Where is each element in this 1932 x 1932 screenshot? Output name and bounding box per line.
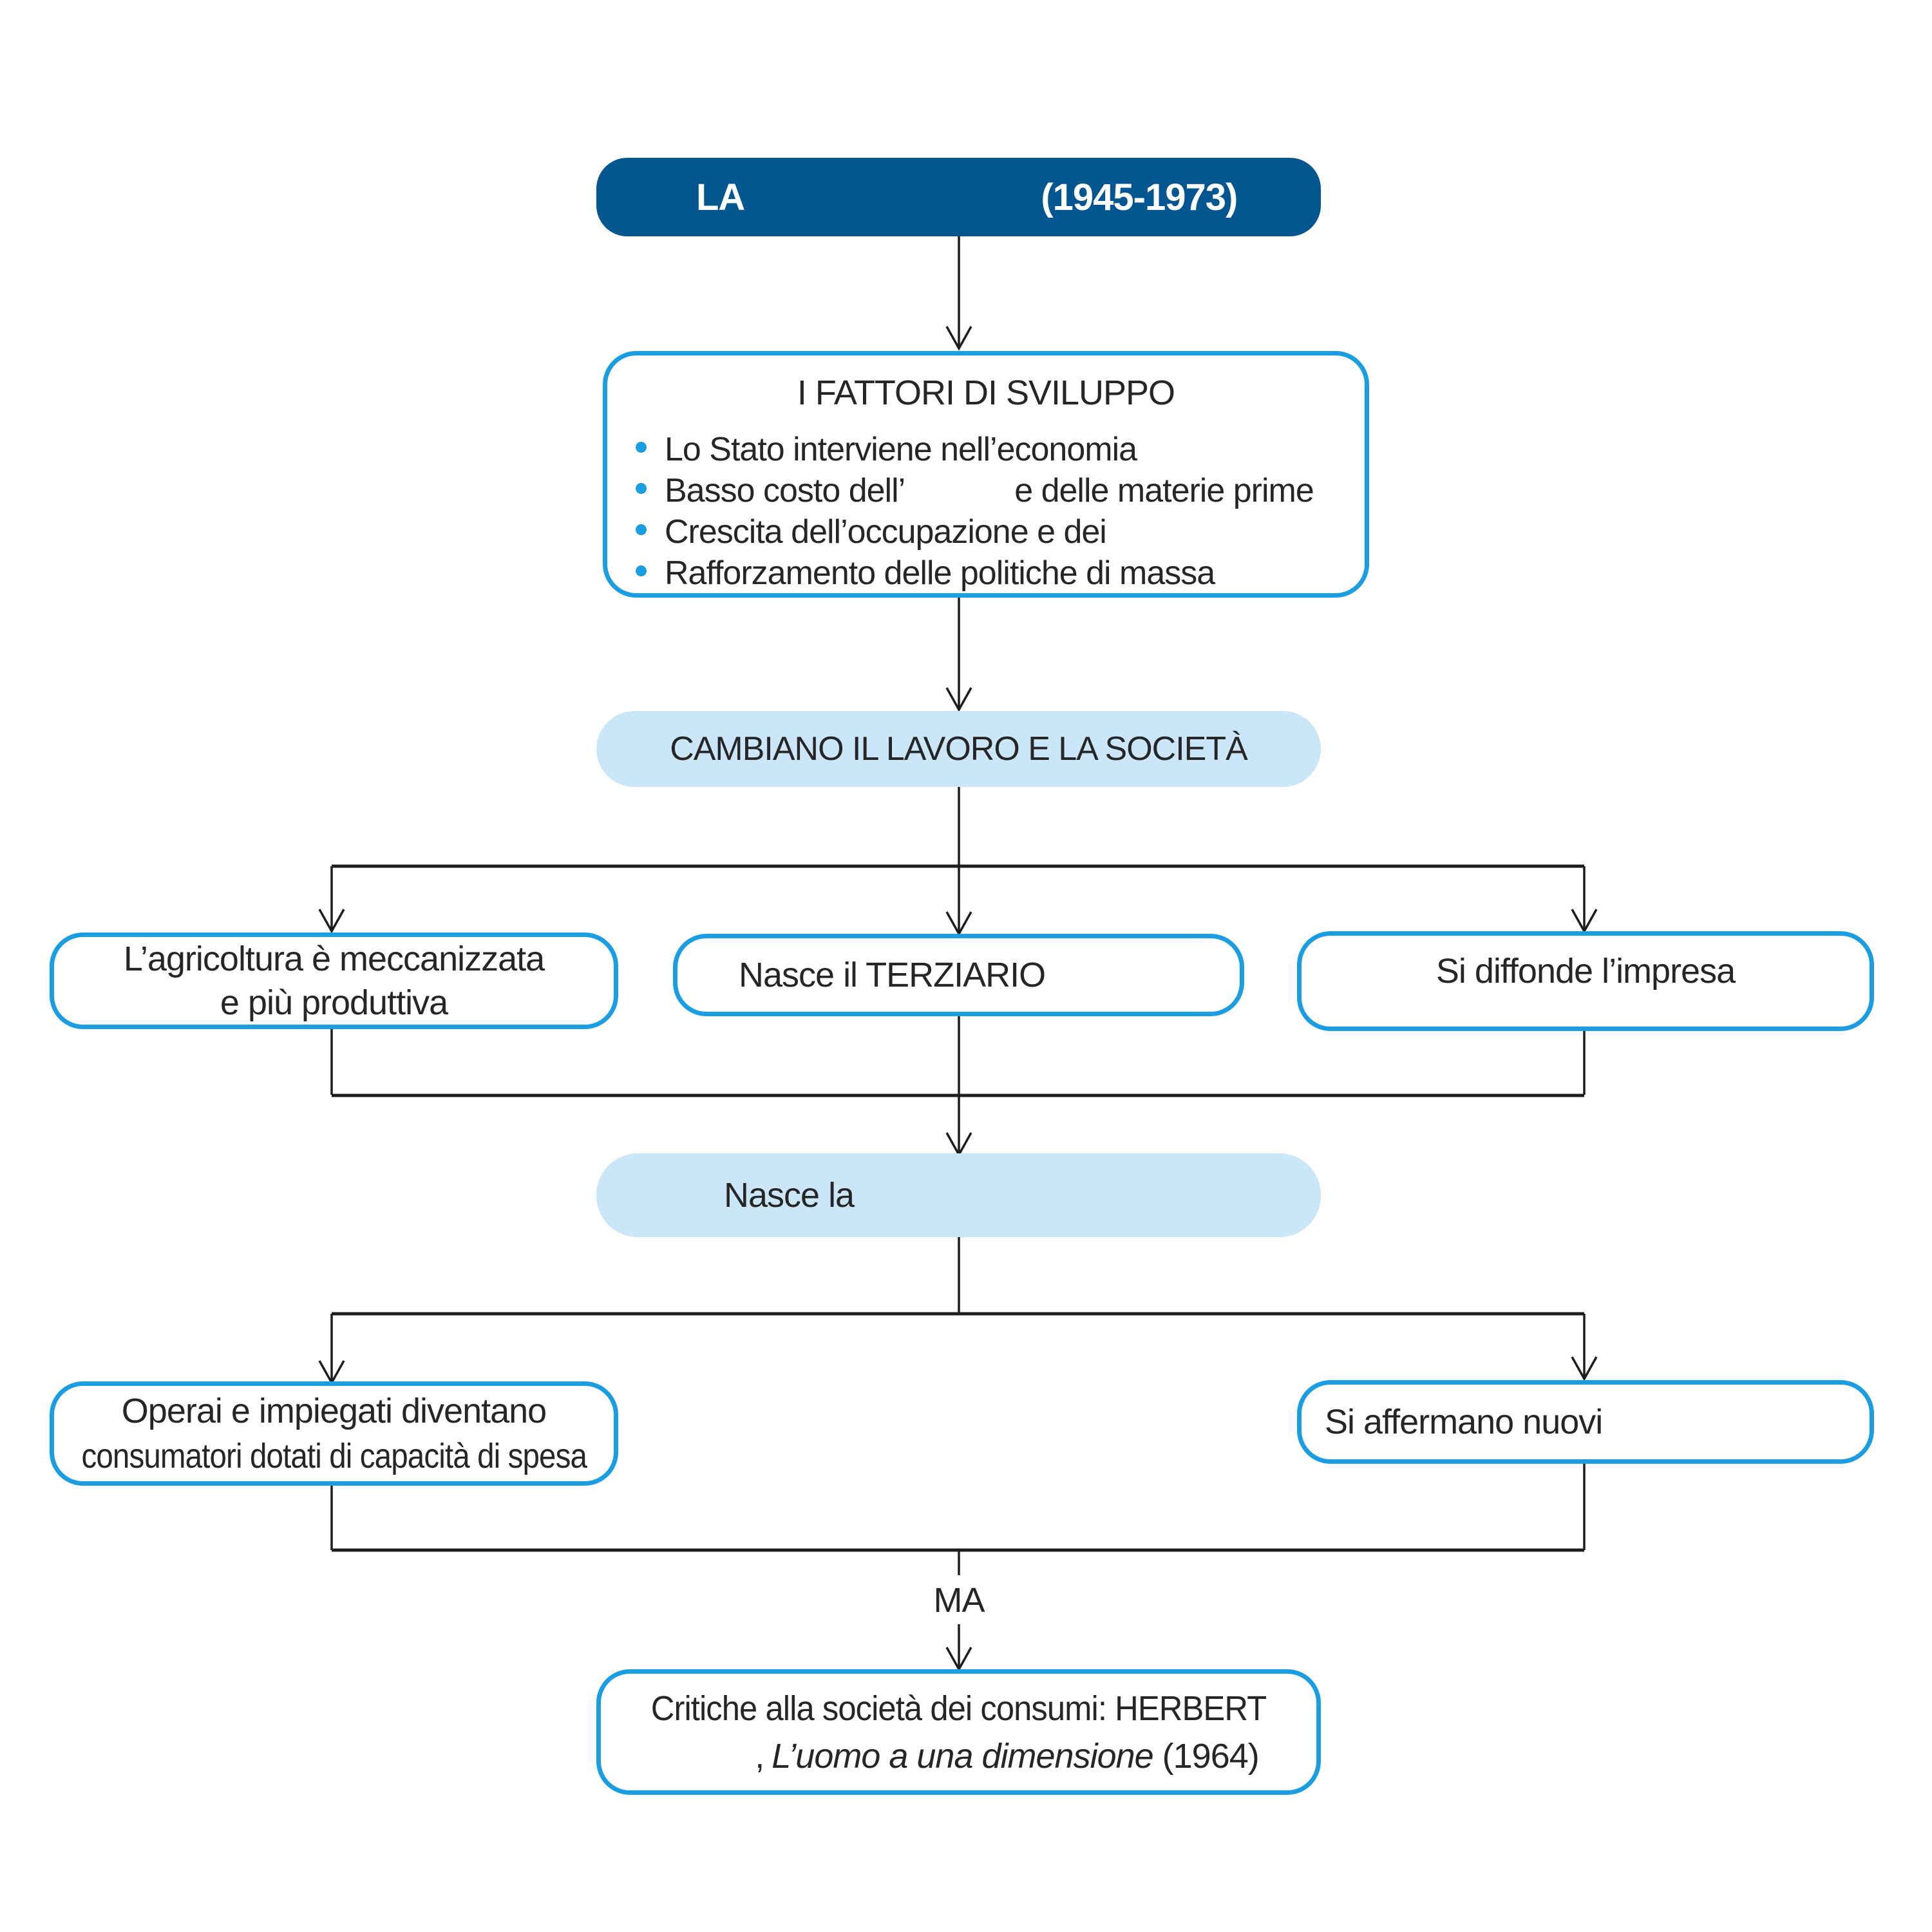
factor-text <box>665 470 1314 511</box>
box-agriculture-line2: e più produttiva <box>220 983 448 1022</box>
factor-text: Rafforzamento delle politiche di massa <box>665 554 1215 592</box>
pill-nasce-la-label: Nasce la <box>724 1176 855 1215</box>
box-agriculture-line1: L’agricoltura è meccanizzata <box>123 940 545 978</box>
factor-text: Lo Stato interviene nell’economia <box>665 431 1137 468</box>
factor-item <box>636 429 1352 470</box>
box-critiche-year: (1964) <box>1162 1736 1259 1776</box>
title-prefix: LA <box>696 176 745 218</box>
box-critiche-line1: Critiche alla società dei consumi: HERBERT <box>650 1689 1267 1728</box>
box-terziario-label: Nasce il TERZIARIO <box>739 956 1046 994</box>
box-consumatori-line1: Operai e impiegati diventano <box>121 1392 547 1430</box>
pill-nasce-la <box>596 1153 1321 1237</box>
factors-box <box>603 351 1369 598</box>
box-impresa <box>1297 931 1874 1031</box>
connector-label-ma: MA <box>933 1581 985 1620</box>
box-critiche-line2 <box>601 1732 1316 1780</box>
title-dates: (1945-1973) <box>1041 176 1238 218</box>
box-agriculture <box>50 933 618 1029</box>
factor-text-post: e delle materie prime <box>1014 472 1314 509</box>
box-nuovi-label: Si affermano nuovi <box>1325 1403 1603 1441</box>
factor-text: Crescita dell’occupazione e dei <box>665 513 1106 551</box>
factors-list <box>607 429 1365 594</box>
box-nuovi <box>1297 1380 1874 1464</box>
factor-text-pre: Basso costo dell’ <box>665 472 905 509</box>
bullet-icon <box>636 524 647 535</box>
box-impresa-label: Si diffonde l’impresa <box>1435 952 1736 990</box>
box-critiche-comma: , <box>755 1736 764 1776</box>
bullet-icon <box>636 483 647 494</box>
factor-item <box>636 511 1352 553</box>
box-critiche <box>596 1669 1321 1795</box>
bullet-icon <box>636 565 647 576</box>
factor-item <box>636 470 1352 511</box>
factor-item <box>636 553 1352 594</box>
bullet-icon <box>636 442 647 453</box>
box-critiche-book-title: L’uomo a una dimensione <box>772 1736 1153 1776</box>
box-terziario <box>673 934 1244 1016</box>
pill-society-label: CAMBIANO IL LAVORO E LA SOCIETÀ <box>670 730 1247 768</box>
box-consumatori-line2: consumatori dotati di capacità di spesa <box>81 1437 587 1475</box>
box-consumatori <box>50 1381 618 1486</box>
title-box <box>596 158 1321 236</box>
factors-title: I FATTORI DI SVILUPPO <box>797 374 1175 412</box>
pill-society <box>596 711 1321 787</box>
